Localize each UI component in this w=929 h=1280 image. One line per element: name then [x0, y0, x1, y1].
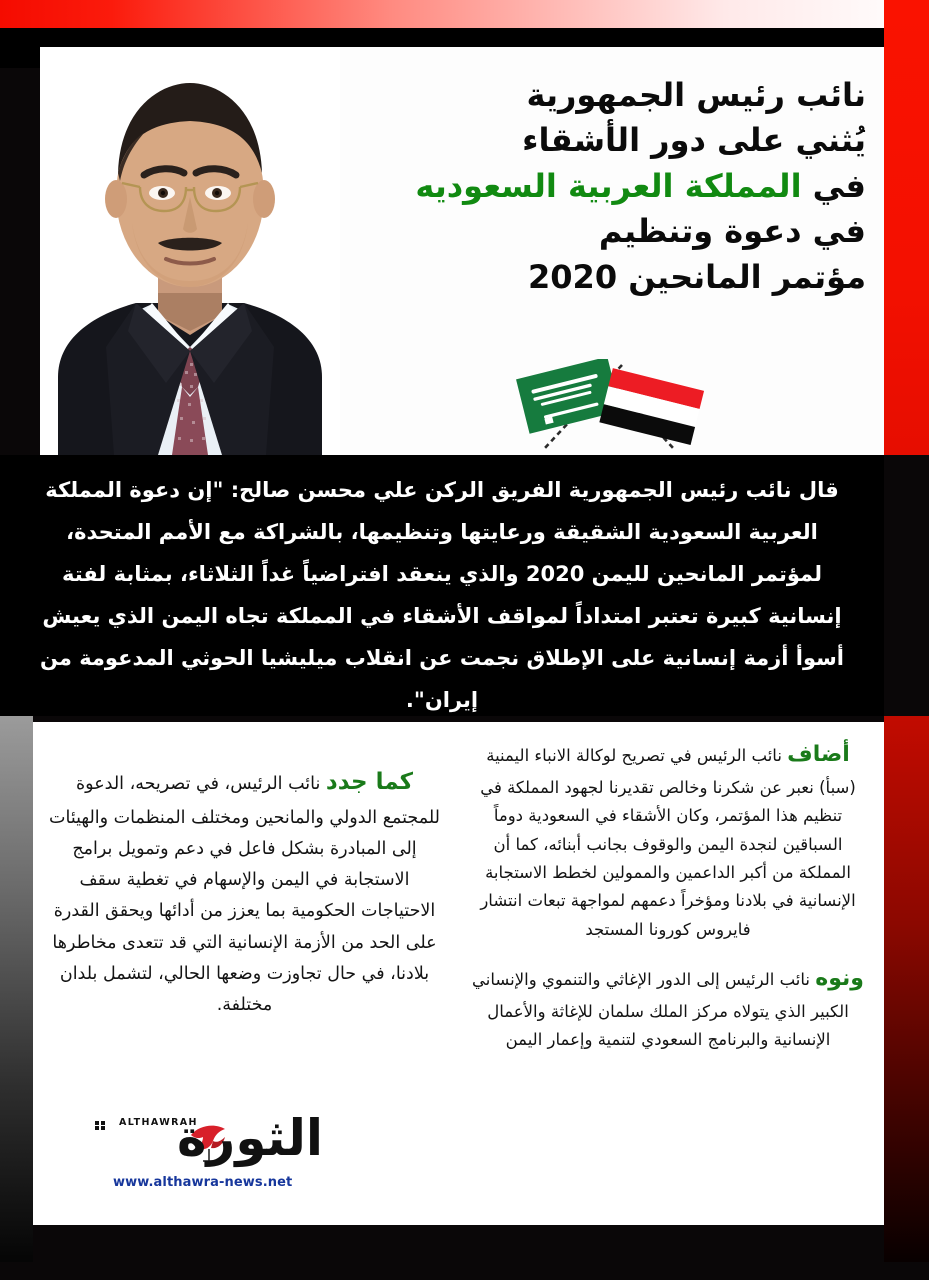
- headline-line-3-highlight: المملكة العربية السعوديه: [415, 166, 802, 205]
- body-paragraph-3-text: نائب الرئيس، في تصريحه، الدعوة للمجتمع الدولي والمانحين ومختلف المنظمات والهيئات إلى المبادرة بشكل فاعل في دعم وتمويل برامج الاستجابة في اليمن والإسهام في تغطية سقف الاحتياجات الحكومية بما يعزز من أدائها ويحقق القدرة على الحد من الأزمة الإنسانية التي قد تتعدى مخاطرها بلادنا، في حال تجاوزت وضعها الحالي، لتشمل بلدان مختلفة.: [49, 774, 440, 1015]
- quote-text: قال نائب رئيس الجمهورية الفريق الركن علي محسن صالح: "إن دعوة المملكة العربية السعودية الشقيقة ورعايتها وتنظيمها، بالشراكة مع الأمم المتحدة، لمؤتمر المانحين لليمن 2020 والذي ينعقد افتراضياً غداً الثلاثاء، بمثابة لفتة إنسانية كبيرة تعتبر امتداداً لمواقف الأشقاء في المملكة تجاه اليمن الذي يعيش أسوأ أزمة إنسانية على الإطلاق نجمت عن انقلاب ميليشيا الحوثي المدعومة من إيران".: [39, 478, 844, 712]
- body-card: [33, 722, 884, 1225]
- grey-accent-band-left: [0, 716, 33, 1262]
- headline-line-5: مؤتمر المانحين 2020: [528, 257, 866, 296]
- logo-arabic-name: الثورة: [177, 1109, 323, 1167]
- logo-dots-icon: [95, 1116, 115, 1135]
- body-paragraph-2-lead: ونوه: [815, 966, 864, 992]
- body-column-right: [468, 736, 868, 1071]
- headline-line-1: نائب رئيس الجمهورية: [526, 76, 866, 114]
- headline-line-3-prefix: في: [812, 166, 866, 205]
- portrait-photo: [40, 47, 340, 455]
- body-column-left: [47, 762, 442, 1021]
- body-paragraph-2: [468, 960, 868, 1055]
- body-paragraph-3: [47, 762, 442, 1021]
- logo-latin-name: ALTHAWRAH: [119, 1117, 198, 1128]
- body-paragraph-1-lead: أضاف: [787, 742, 850, 767]
- body-paragraph-2-text: نائب الرئيس إلى الدور الإغاثي والتنموي والإنساني الكبير الذي يتولاه مركز الملك سلمان للإغاثة والأعمال الإنسانية والبرنامج السعودي لتنمية وإعمار اليمن: [472, 970, 849, 1050]
- publication-logo[interactable]: [93, 1109, 333, 1207]
- hero-card: [40, 47, 884, 455]
- red-accent-band-bottom: [884, 716, 929, 1262]
- red-accent-band-top: [884, 0, 929, 455]
- crossed-flags: [504, 359, 714, 451]
- headline-line-4: في دعوة وتنظيم: [598, 212, 866, 251]
- headline-line-2: يُثني على دور الأشقاء: [522, 121, 866, 160]
- body-paragraph-1-text: نائب الرئيس في تصريح لوكالة الانباء اليمنية (سبأ) نعبر عن شكرنا وخالص تقديرنا لجهود المملكة في تنظيم هذا المؤتمر، وكان الأشقاء في السعودية دوماً السباقين لنجدة اليمن والوقوف بجانب أبنائه، كما أن المملكة من أكبر الداعمين والممولين لخطط الاستجابة الإنسانية في بلادنا ومؤخراً دعمهم لمواجهة تبعات انتشار فايروس كورونا المستجد: [480, 746, 856, 939]
- body-paragraph-1: [468, 736, 868, 944]
- logo-mark: [93, 1109, 323, 1177]
- quote-band: [0, 455, 884, 716]
- logo-website-url[interactable]: www.althawra-news.net: [113, 1175, 293, 1190]
- body-paragraph-3-lead: كما جدد: [325, 769, 414, 795]
- headline-line-3: [346, 164, 866, 209]
- headline: [346, 73, 866, 300]
